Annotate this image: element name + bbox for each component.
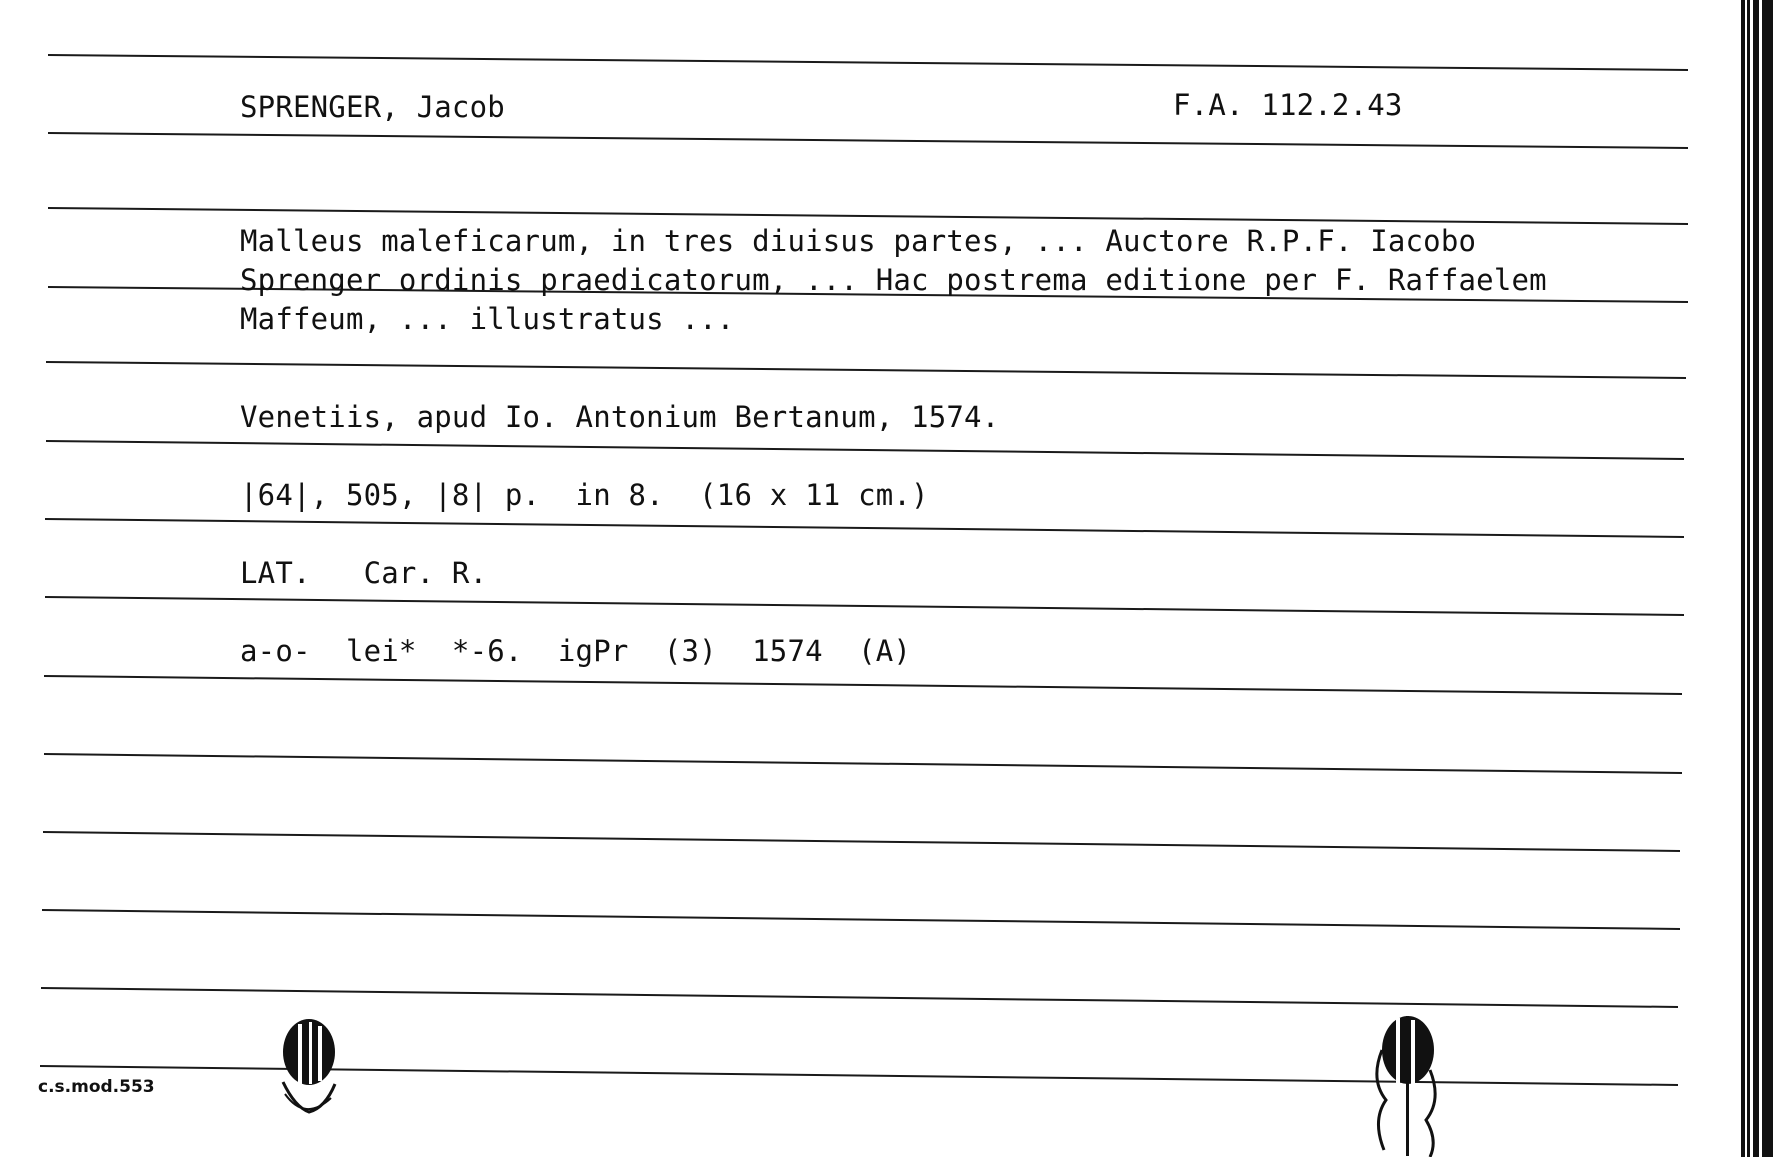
form-code: c.s.mod.553 bbox=[38, 1077, 155, 1097]
title-line-1: Malleus maleficarum, in tres diuisus partes, ... Auctore R.P.F. Iacobo bbox=[240, 224, 1477, 258]
binder-hole-left-icon bbox=[265, 1012, 345, 1137]
fingerprint: a-o- lei* *-6. igPr (3) 1574 (A) bbox=[240, 634, 912, 668]
language-line: LAT. Car. R. bbox=[240, 556, 488, 590]
binder-hole-right-icon bbox=[1360, 1010, 1450, 1157]
shelfmark: F.A. 112.2.43 bbox=[1173, 88, 1403, 122]
imprint: Venetiis, apud Io. Antonium Bertanum, 1574. bbox=[240, 400, 1000, 434]
title-line-2: Sprenger ordinis praedicatorum, ... Hac postrema editione per F. Raffaelem bbox=[240, 263, 1547, 297]
title-line-3: Maffeum, ... illustratus ... bbox=[240, 302, 735, 336]
collation: |64|, 505, |8| p. in 8. (16 x 11 cm.) bbox=[240, 478, 929, 512]
card-edge-shadow bbox=[1737, 0, 1773, 1157]
heading-author: SPRENGER, Jacob bbox=[240, 90, 505, 124]
